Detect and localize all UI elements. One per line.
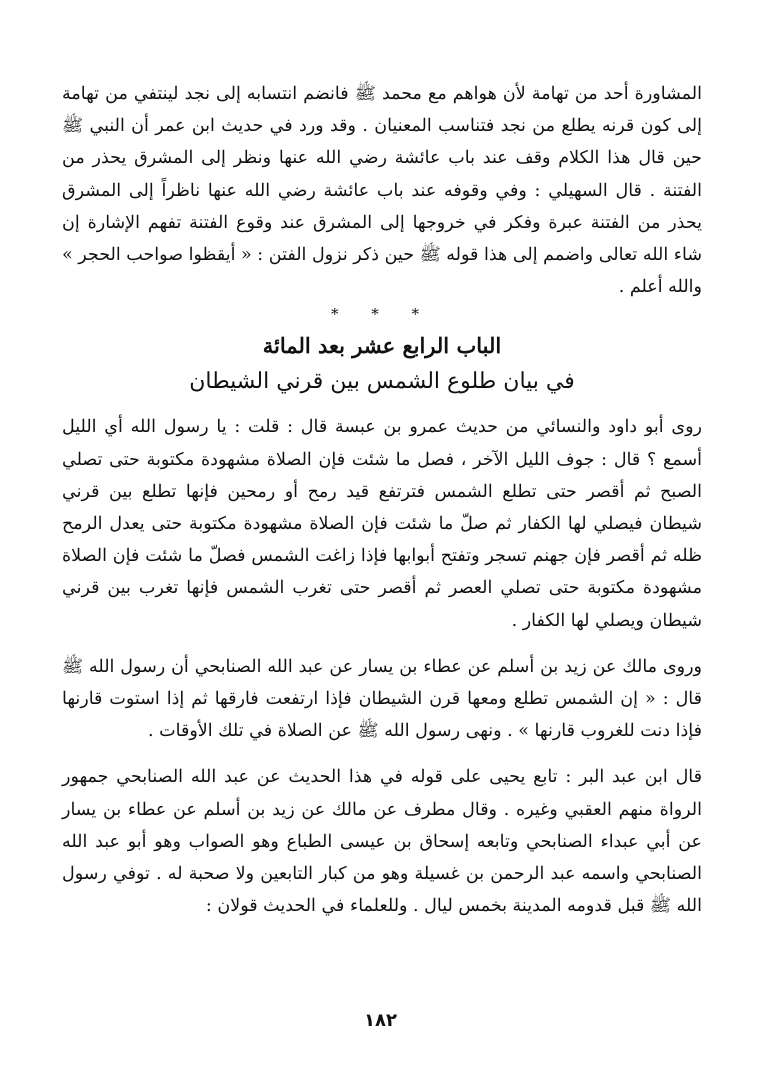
paragraph-continuation: المشاورة أحد من تهامة لأن هواهم مع محمد ﷺ فانضم انتسابه إلى نجد لينتفي من تهامة إلى كون قرنه يطلع من نجد فتناسب المعنيان . وقد ورد في حديث ابن عمر أن النبي ﷺ حين قال هذا الكلام وقف عند باب عائشة رضي الله عنها ونظر إلى المشرق يحذر من الفتنة . قال السهيلي : وفي وقوفه عند باب عائشة رضي الله عنها ناظراً إلى المشرق يحذر من الفتنة عبرة وفكر في خروجها إلى المشرق عند وقوع الفتنة تفهم الإشارة إن شاء الله تعالى واضمم إلى هذا قوله ﷺ حين ذكر نزول الفتن : « أيقظوا صواحب الحجر » والله أعلم . — [62, 84, 702, 298]
paragraph-hadith-1: روى أبو داود والنسائي من حديث عمرو بن عبسة قال : قلت : يا رسول الله أي الليل أسمع ؟ قال : جوف الليل الآخر ، فصل ما شئت فإن الصلاة مشهودة مكتوبة حتى تصلي الصبح ثم أقصر حتى تطلع الشمس فترتفع قيد رمح أو رمحين فإنها تطلع بين قرني شيطان فيصلي لها الكفار ثم صلّ ما شئت فإن الصلاة مشهودة مكتوبة حتى يعدل الرمح ظله ثم أقصر فإن جهنم تسجر وتفتح أبوابها فإذا زاغت الشمس فصلّ ما شئت فإن الصلاة مشهودة مكتوبة حتى تصلي العصر ثم أقصر حتى تغرب الشمس فإنها تغرب بين قرني شيطان ويصلي لها الكفار . — [62, 417, 702, 631]
paragraph-gap — [62, 747, 702, 761]
paragraph-hadith-2: وروى مالك عن زيد بن أسلم عن عطاء بن يسار عن عبد الله الصنابحي أن رسول الله ﷺ قال : « إن الشمس تطلع ومعها قرن الشيطان فإذا ارتفعت فارقها ثم إذا استوت قارنها فإذا دنت للغروب قارنها » . ونهى رسول الله ﷺ عن الصلاة في تلك الأوقات . — [62, 656, 702, 742]
paragraph-commentary: قال ابن عبد البر : تابع يحيى على قوله في هذا الحديث عن عبد الله الصنابحي جمهور الرواة منهم العقبي وغيره . وقال مطرف عن مالك عن زيد بن أسلم عن عطاء بن يسار عن أبي عبداء الصنابحي وتابعه إسحاق بن عيسى الطباع وهو الصواب وهو أبو عبد الله الصنابحي واسمه عبد الرحمن بن غسيلة وهو من كبار التابعين ولا صحبة له . توفي رسول الله ﷺ قبل قدومه المدينة بخمس ليال . وللعلماء في الحديث قولان : — [62, 767, 702, 917]
page-number: ١٨٢ — [364, 1010, 397, 1031]
paragraph-gap — [62, 637, 702, 651]
section-separator: * * * — [330, 305, 434, 324]
chapter-subtitle: في بيان طلوع الشمس بين قرني الشيطان — [189, 369, 575, 395]
chapter-title: الباب الرابع عشر بعد المائة — [262, 333, 502, 359]
page-body — [62, 78, 702, 922]
